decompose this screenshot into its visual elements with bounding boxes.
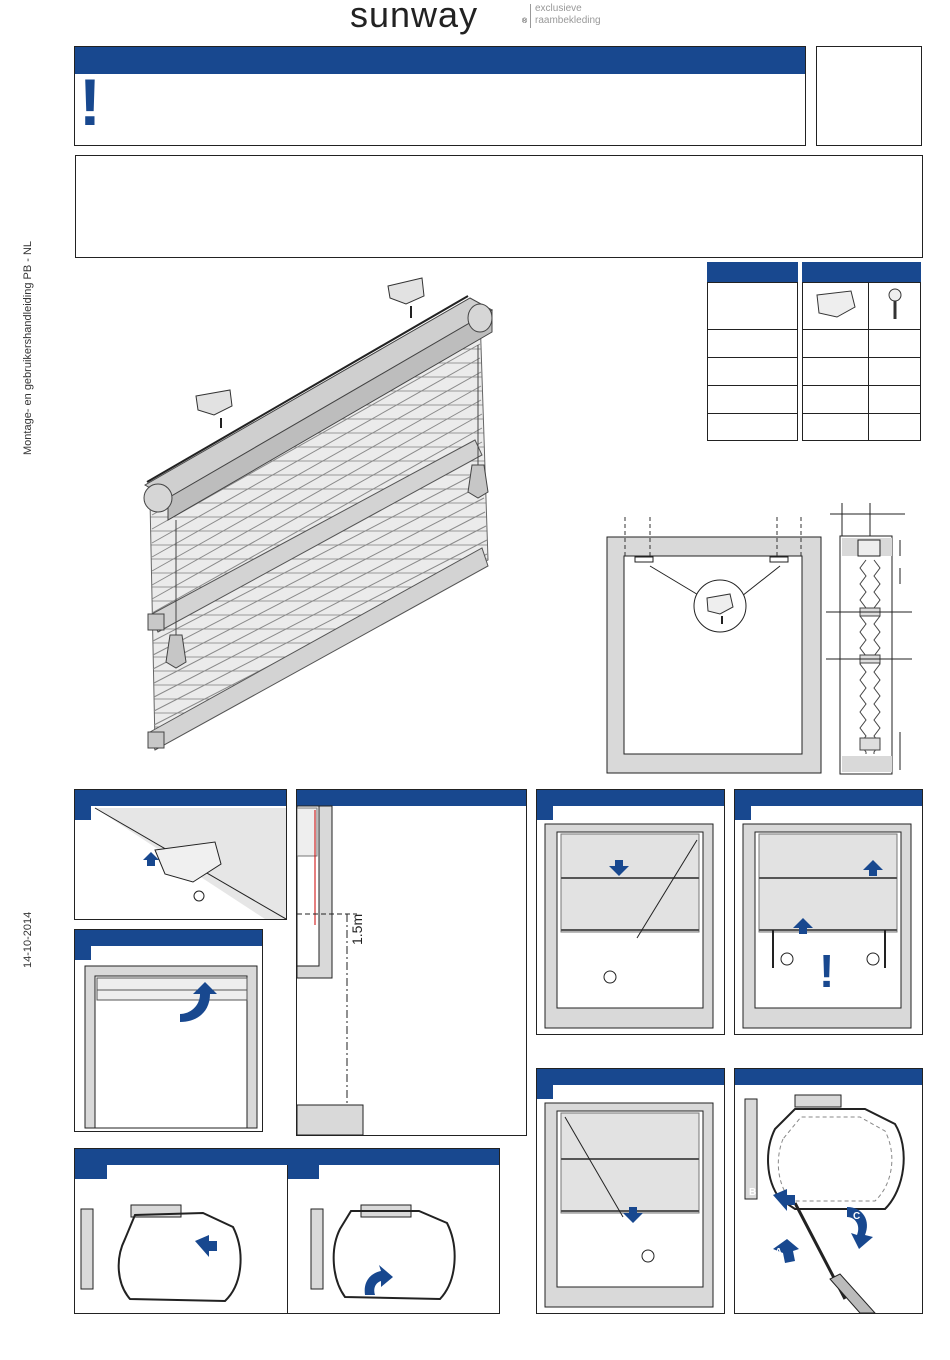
step-rail-clip [74, 1148, 500, 1314]
step-cord-pull [536, 1068, 725, 1314]
cord-length-drawing [297, 790, 526, 1135]
info-box [75, 155, 923, 258]
parts-table-header-left [707, 262, 798, 282]
tagline-line1: exclusieve [535, 3, 582, 14]
step-bracket-install [74, 789, 287, 920]
parts-row-2-label [707, 329, 798, 358]
brand-logo [350, 0, 620, 40]
document-title: Montage- en gebruikershandleiding PB - NL [22, 240, 34, 455]
rail-clip-drawing [75, 1149, 499, 1313]
parts-row-5-b [868, 413, 921, 441]
step-rail-removal [734, 1068, 923, 1314]
bracket-icon [803, 283, 869, 329]
parts-row-4-label [707, 385, 798, 414]
parts-row-1-bracket [802, 282, 869, 330]
step-mount-frame [74, 929, 263, 1132]
step-raise-blind [734, 789, 923, 1035]
cord-length-label: 1.5m [349, 913, 365, 945]
registered-mark: ® [522, 18, 528, 25]
parts-row-4-a [802, 385, 869, 414]
parts-row-2-a [802, 329, 869, 358]
parts-row-5-a [802, 413, 869, 441]
cord-pull-drawing [537, 1069, 724, 1313]
rail-removal-drawing [735, 1069, 922, 1313]
parts-row-5-label [707, 413, 798, 441]
frame-mount-drawing [75, 930, 262, 1131]
brand-name: sunway [350, 0, 479, 35]
parts-row-1-screw [868, 282, 921, 330]
step-label-c: C [853, 1211, 861, 1222]
parts-row-1-label [707, 282, 798, 330]
parts-table [707, 262, 922, 442]
step-cord-length [296, 789, 527, 1136]
warning-header-bar [75, 47, 805, 74]
step-label-a: A [775, 1247, 783, 1258]
brand-divider [530, 4, 531, 28]
step-lower-blind [536, 789, 725, 1035]
parts-row-3-a [802, 357, 869, 386]
parts-row-3-label [707, 357, 798, 386]
parts-row-3-b [868, 357, 921, 386]
warning-banner [74, 46, 806, 146]
warning-exclamation-icon: ! [79, 65, 101, 139]
parts-table-header-right [802, 262, 921, 282]
parts-row-2-b [868, 329, 921, 358]
screw-icon [869, 283, 921, 329]
raise-blind-drawing [735, 790, 922, 1034]
product-code-box [816, 46, 922, 146]
document-date: 14-10-2014 [22, 911, 34, 968]
parts-row-4-b [868, 385, 921, 414]
bracket-ceiling-drawing [75, 790, 286, 919]
step-label-b: B [749, 1187, 757, 1198]
lower-blind-drawing [537, 790, 724, 1034]
tagline-line2: raambekleding [535, 15, 601, 26]
raise-warning-icon: ! [819, 945, 835, 997]
